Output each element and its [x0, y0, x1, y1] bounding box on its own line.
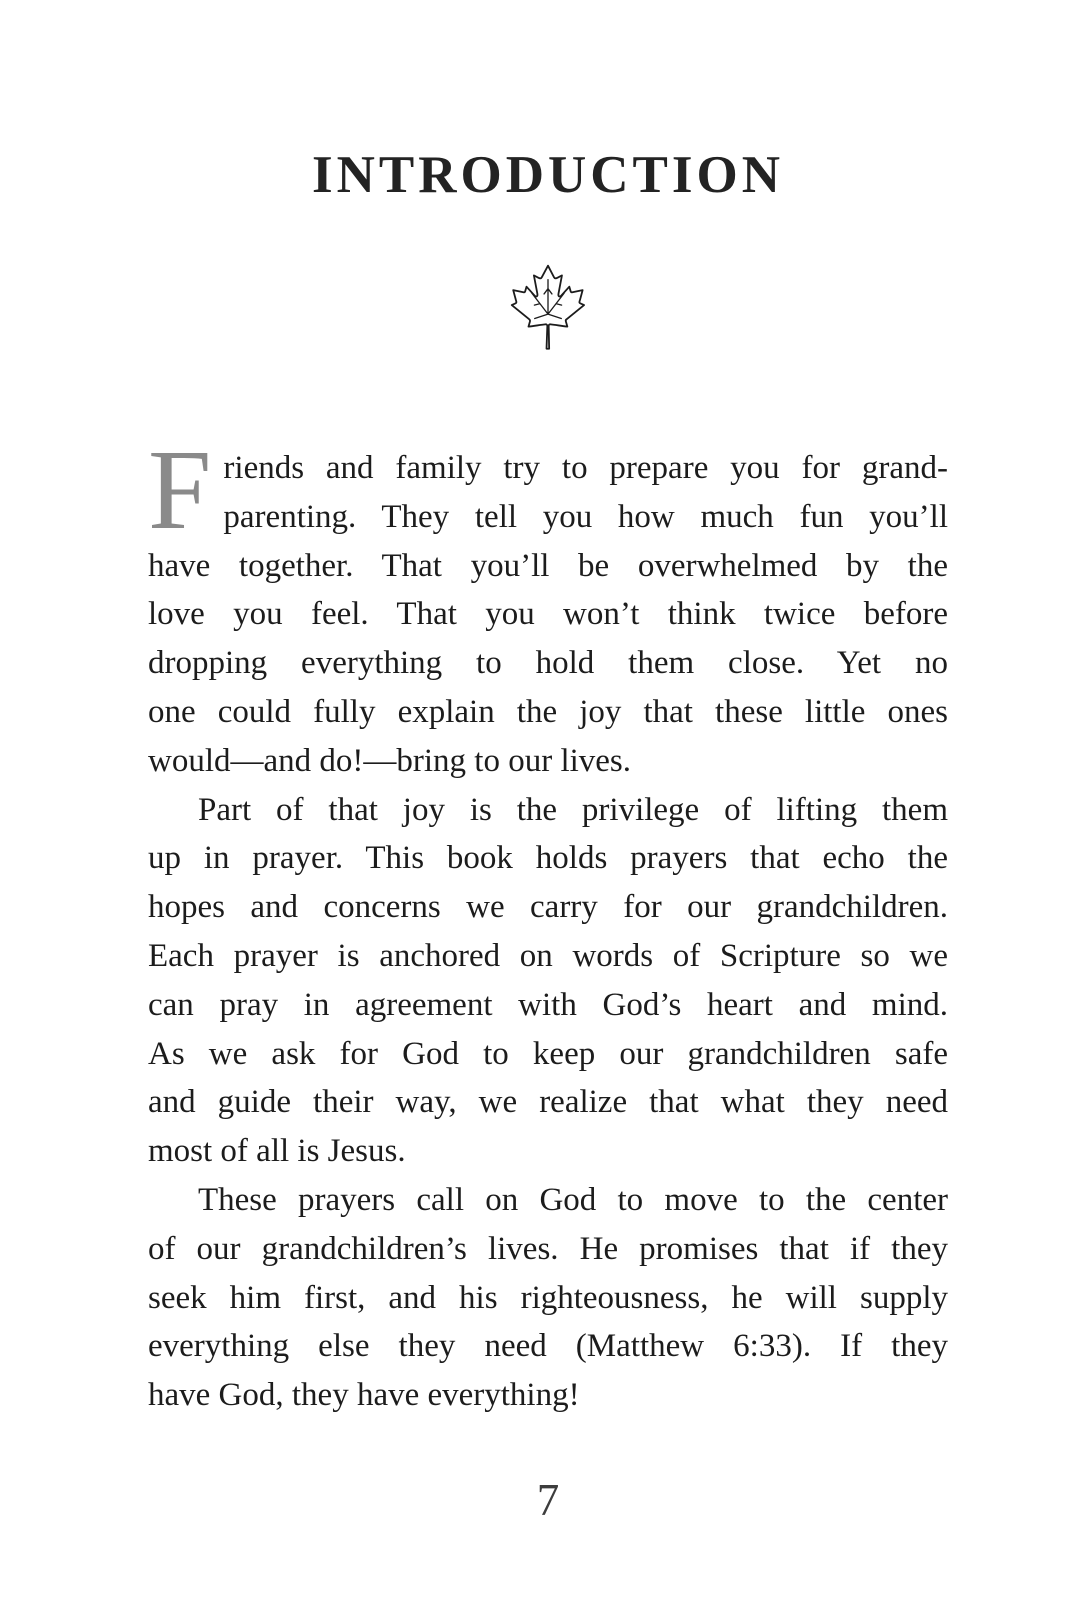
text-line: and guide their way, we realize that what they need — [148, 1084, 948, 1121]
page-number: 7 — [536, 1475, 560, 1525]
text-line: one could fully explain the joy that these little ones — [148, 693, 948, 730]
text-line: hopes and concerns we carry for our grandchildren. — [148, 889, 948, 926]
page-title: INTRODUCTION — [311, 146, 785, 204]
text-line: everything else they need (Matthew 6:33). If they — [148, 1328, 948, 1365]
text-line: have together. That you’ll be overwhelmed by the — [148, 547, 948, 584]
text-line: can pray in agreement with God’s heart and mind. — [148, 986, 948, 1023]
text-line: Each prayer is anchored on words of Scripture so we — [148, 937, 948, 974]
text-line: up in prayer. This book holds prayers that echo the — [148, 840, 948, 877]
text-line: of our grandchildren’s lives. He promises that if they — [148, 1230, 948, 1267]
paragraph — [148, 426, 948, 786]
text-line: dropping everything to hold them close. Yet no — [148, 645, 948, 682]
body-text — [148, 426, 948, 1420]
text-line: Part of that joy is the privilege of lifting them — [198, 791, 948, 828]
paragraph — [148, 1176, 948, 1420]
drop-cap: F — [148, 426, 212, 553]
text-line: As we ask for God to keep our grandchildren safe — [148, 1035, 948, 1072]
text-line: parenting. They tell you how much fun you’ll — [223, 498, 948, 535]
text-line: seek him first, and his righteousness, he will supply — [148, 1279, 948, 1316]
paragraph — [148, 786, 948, 1176]
text-line: most of all is Jesus. — [148, 1133, 406, 1170]
maple-leaf-icon — [506, 264, 590, 356]
text-line: have God, they have everything! — [148, 1377, 580, 1414]
text-line: These prayers call on God to move to the center — [198, 1181, 948, 1218]
text-line: love you feel. That you won’t think twice before — [148, 596, 948, 633]
text-line: riends and family try to prepare you for grand- — [223, 450, 948, 486]
text-line: would—and do!—bring to our lives. — [148, 742, 632, 779]
chapter-ornament — [148, 264, 948, 361]
